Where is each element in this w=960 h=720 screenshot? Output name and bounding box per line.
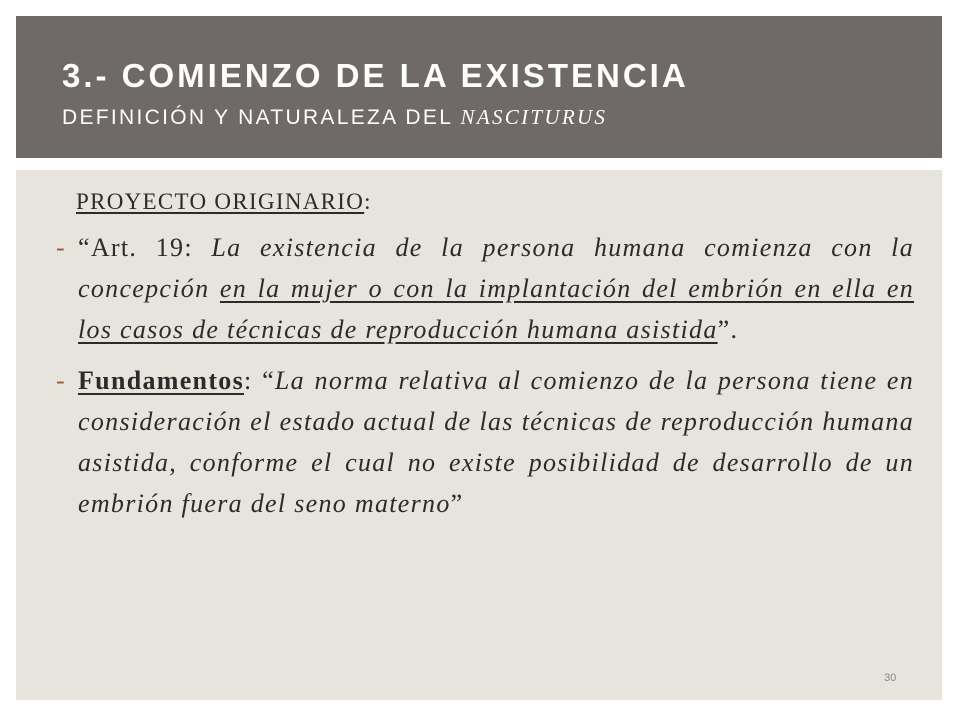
slide-title: 3.- COMIENZO DE LA EXISTENCIA [62, 57, 689, 94]
article-text: La existencia de la persona humana comienza con la concepción [78, 233, 914, 303]
section-heading-text: PROYECTO ORIGINARIO [76, 189, 365, 214]
label-separator: : “ [244, 366, 275, 395]
fundamentos-label: Fundamentos [78, 366, 244, 395]
bullet-dash: - [56, 233, 66, 262]
section-heading-colon: : [364, 189, 372, 214]
section-heading [52, 183, 914, 221]
close-quote: ” [450, 489, 464, 518]
fundamentos-text: La norma relativa al comienzo de la persona tiene en consideración el estado actual de las técnicas de reproducción humana asistida, conforme el cual no existe posibilidad de desarrollo de un embrión fuera del seno materno [78, 366, 915, 518]
list-item-art-19 [52, 227, 914, 350]
subtitle-text: DEFINICIÓN Y NATURALEZA DEL [62, 106, 461, 129]
slide-subtitle [62, 103, 922, 132]
slide-body [52, 183, 914, 534]
close-quote: ”. [717, 315, 739, 344]
list-item-fundamentos [52, 360, 914, 524]
page-number: 30 [884, 672, 897, 684]
article-text-underlined: en la mujer o con la implantación del embrión en ella en los casos de técnicas de reproducción humana asistida [78, 274, 914, 344]
subtitle-italic-term: NASCITURUS [460, 105, 608, 129]
open-quote: “ [78, 233, 91, 262]
article-label: Art. 19: [90, 233, 193, 262]
bullet-dash: - [56, 366, 66, 395]
